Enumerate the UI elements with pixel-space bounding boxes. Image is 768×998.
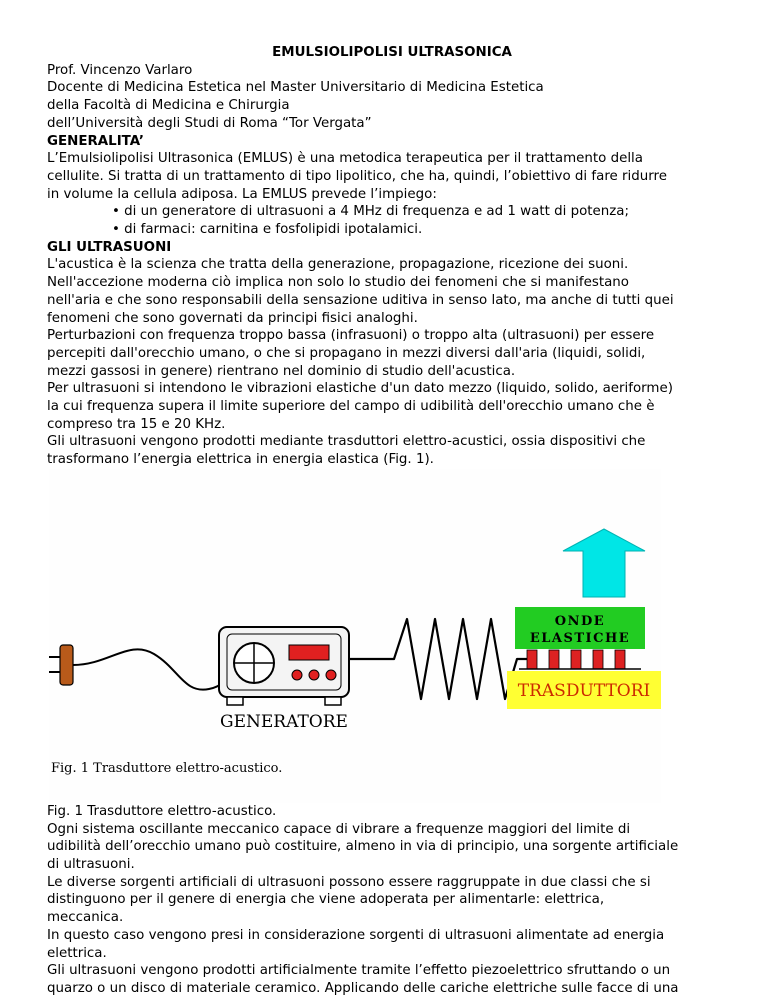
paragraph-line: compreso tra 15 e 20 KHz.	[47, 416, 226, 432]
author-line: Docente di Medicina Estetica nel Master Universitario di Medicina Estetica	[47, 80, 544, 96]
paragraph-line: quarzo o un disco di materiale ceramico. Applicando delle cariche elettriche sulle facce di una	[47, 980, 679, 996]
paragraph-line: di ultrasuoni.	[47, 856, 135, 872]
paragraph-line: Ogni sistema oscillante meccanico capace di vibrare a frequenze maggiori del limite di	[47, 821, 631, 837]
paragraph-line: elettrica.	[47, 945, 107, 961]
section-heading-generalita: GENERALITA’	[47, 133, 144, 149]
paragraph-line: meccanica.	[47, 910, 124, 926]
paragraph-line: distinguono per il genere di energia che viene adoperata per alimentarle: elettrica,	[47, 892, 605, 908]
image-caption: Fig. 1 Trasduttore elettro-acustico.	[51, 760, 283, 776]
power-cord	[73, 649, 239, 689]
paragraph-line: Per ultrasuoni si intendono le vibrazioni elastiche d'un dato mezzo (liquido, solido, aeriforme)	[47, 381, 673, 397]
generator-icon	[219, 627, 349, 705]
paragraph-line: Le diverse sorgenti artificiali di ultrasuoni possono essere raggruppate in due classi che si	[47, 874, 651, 890]
transducer-diagram-svg	[49, 469, 661, 803]
transducers-label: TRASDUTTORI	[517, 680, 651, 701]
waves-label-line2: ELASTICHE	[529, 630, 631, 646]
paragraph-line: fenomeni che sono governati da principi fisici analoghi.	[47, 310, 418, 326]
arrow-up-icon	[563, 529, 645, 597]
document-body	[47, 44, 737, 998]
waves-label-line1: ONDE	[554, 613, 606, 629]
figure-caption: Fig. 1 Trasduttore elettro-acustico.	[47, 803, 277, 819]
section-heading-ultrasuoni: GLI ULTRASUONI	[47, 239, 172, 255]
paragraph-line: L’Emulsiolipolisi Ultrasonica (EMLUS) è una metodica terapeutica per il trattamento della	[47, 151, 643, 167]
transducer-elements	[519, 650, 641, 669]
paragraph-line: la cui frequenza supera il limite superiore del campo di udibilità dell'orecchio umano che è	[47, 399, 655, 415]
paragraph-line: Perturbazioni con frequenza troppo bassa (infrasuoni) o troppo alta (ultrasuoni) per essere	[47, 328, 655, 344]
paragraph-line: cellulite. Si tratta di un trattamento di tipo lipolitico, che ha, quindi, l’obiettivo di fare ridurre	[47, 168, 667, 184]
paragraph-line: Gli ultrasuoni vengono prodotti artificialmente tramite l’effetto piezoelettrico sfruttando o un	[47, 963, 671, 979]
plug-icon	[49, 645, 73, 685]
paragraph-line: Gli ultrasuoni vengono prodotti mediante trasduttori elettro-acustici, ossia dispositivi che	[47, 434, 646, 450]
author-line: della Facoltà di Medicina e Chirurgia	[47, 98, 290, 114]
bullet-item: • di un generatore di ultrasuoni a 4 MHz di frequenza e ad 1 watt di potenza;	[112, 204, 629, 220]
paragraph-line: in volume la cellula adiposa. La EMLUS prevede l’impiego:	[47, 186, 437, 202]
author-line: Prof. Vincenzo Varlaro	[47, 62, 193, 78]
paragraph-line: nell'aria e che sono responsabili della sensazione uditiva in senso lato, ma anche di tutti quei	[47, 292, 674, 308]
paragraph-line: mezzi gassosi in genere) rientrano nel dominio di studio dell'acustica.	[47, 363, 516, 379]
paragraph-line: trasformano l’energia elettrica in energia elastica (Fig. 1).	[47, 452, 434, 468]
figure-transducer-diagram	[49, 469, 661, 803]
zigzag-wave	[349, 619, 529, 699]
paragraph-line: udibilità dell’orecchio umano può costituire, almeno in via di principio, una sorgente artificiale	[47, 839, 679, 855]
bullet-item: • di farmaci: carnitina e fosfolipidi ipotalamici.	[112, 222, 423, 238]
paragraph-line: In questo caso vengono presi in considerazione sorgenti di ultrasuoni alimentate ad energia	[47, 927, 665, 943]
generator-label: GENERATORE	[220, 711, 348, 732]
paragraph-line: percepiti dall'orecchio umano, o che si propagano in mezzi diversi dall'aria (liquidi, solidi,	[47, 345, 646, 361]
document-title: EMULSIOLIPOLISI ULTRASONICA	[272, 45, 512, 60]
author-line: dell’Università degli Studi di Roma “Tor Vergata”	[47, 115, 372, 131]
paragraph-line: L'acustica è la scienza che tratta della generazione, propagazione, ricezione dei suoni.	[47, 257, 629, 273]
paragraph-line: Nell'accezione moderna ciò implica non solo lo studio dei fenomeni che si manifestano	[47, 275, 629, 291]
